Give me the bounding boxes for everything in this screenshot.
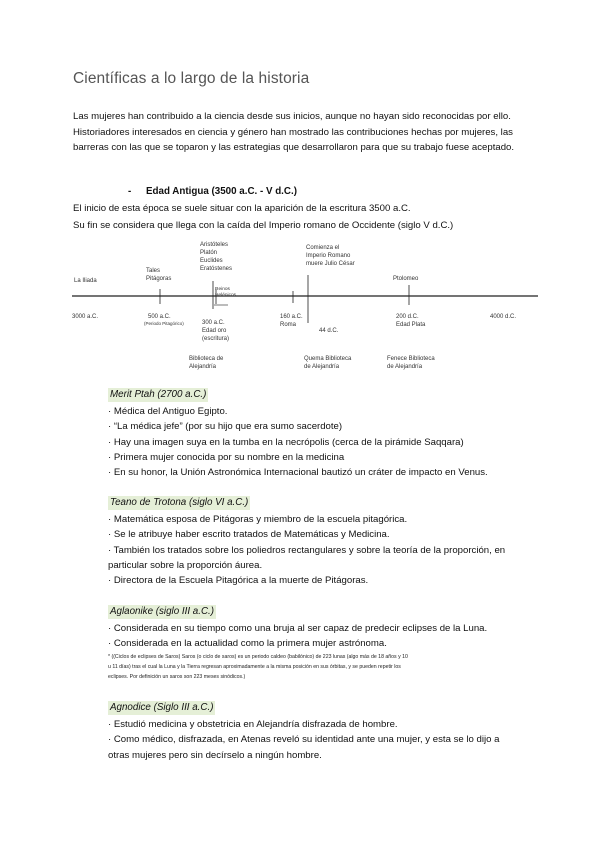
tl-reinos: Reinos Helénicos bbox=[215, 287, 237, 298]
bio-line: · Se le atribuye haber escrito tratados de Matemáticas y Medicina. bbox=[108, 529, 390, 541]
bio-name: Agnodice (Siglo III a.C.) bbox=[110, 702, 214, 713]
bio-line: · “La médica jefe” (por su hijo que era sumo sacerdote) bbox=[108, 421, 343, 433]
bio-line: · Estudió medicina y obstetricia en Alejandría disfrazada de hombre. bbox=[108, 719, 398, 730]
era-line-1: El inicio de esta época se suele situar con la aparición de la escritura 3500 a.C. bbox=[73, 203, 411, 214]
bio-teano bbox=[108, 492, 548, 588]
bio-line: · Considerada en la actualidad como la primera mujer astrónoma. bbox=[108, 638, 387, 650]
bio-footnote: * ((Ciclos de eclipses de Saros) Saros (o ciclo de saros) es un periodo caldeo (babilónico) de 223 lunas (algo más de 18 años y 10 bbox=[108, 653, 408, 660]
tl-tales: Tales Pitágoras bbox=[146, 268, 172, 282]
tl-200: 200 d.C. Edad Plata bbox=[396, 314, 426, 328]
tl-300: 300 a.C. Edad oro (escritura) bbox=[202, 320, 230, 342]
bio-line: otras mujeres pero sin decírselo a ningún hombre. bbox=[108, 749, 322, 761]
page-title: Científicas a lo largo de la historia bbox=[73, 70, 310, 87]
tl-44: 44 d.C. bbox=[319, 328, 339, 334]
tl-imperio: Comienza el Imperio Romano muere Julio César bbox=[306, 245, 355, 267]
tl-aristoteles: Aristóteles Platón Euclides Eratóstenes bbox=[200, 242, 233, 272]
bio-line: · Médica del Antiguo Egipto. bbox=[108, 406, 228, 417]
tl-fenece: Fenece Biblioteca de Alejandría bbox=[387, 356, 435, 370]
bio-line: · Considerada en su tiempo como una bruja al ser capaz de predecir eclipses de la Luna. bbox=[108, 623, 488, 634]
timeline-axis bbox=[60, 237, 540, 377]
era-line-2: Su fin se considera que llega con la caída del Imperio romano de Occidente (siglo V d.C.) bbox=[73, 220, 454, 231]
bio-footnote: eclipses. Por definición un saros son 223 meses sinódicos.) bbox=[108, 674, 246, 681]
bio-line: particular sobre la proporción áurea. bbox=[108, 559, 263, 571]
bio-agnodice bbox=[108, 697, 548, 763]
timeline bbox=[60, 237, 540, 377]
tl-biblioteca: Biblioteca de Alejandría bbox=[189, 356, 224, 370]
tl-iliada: La Iliada bbox=[74, 278, 97, 284]
bio-line: · En su honor, la Unión Astronómica Internacional bautizó un cráter de impacto en Venus. bbox=[108, 467, 488, 479]
era-bullet: - bbox=[128, 186, 132, 197]
bio-aglaonike bbox=[108, 601, 548, 682]
tl-quema: Quema Biblioteca de Alejandría bbox=[304, 356, 352, 370]
tl-3000: 3000 a.C. bbox=[72, 314, 99, 320]
tl-500-sub: (Periodo Pitagórico) bbox=[144, 321, 184, 326]
bio-name: Merit Ptah (2700 a.C.) bbox=[110, 389, 207, 400]
bio-merit-ptah bbox=[108, 384, 548, 480]
intro-paragraph: Las mujeres han contribuido a la ciencia desde sus inicios, aunque no hayan sido reconocidas por ello. Historiadores interesados en ciencia y género han mostrado las contribuciones hechas por mujeres, las barreras con las que se toparon y las estrategias que desarrollaron para que su trabajo fuese aceptado. bbox=[73, 111, 515, 154]
era-heading-text: Edad Antigua (3500 a.C. - V d.C.) bbox=[146, 186, 297, 197]
bio-name: Teano de Trotona (siglo VI a.C.) bbox=[110, 497, 249, 508]
bio-line: · Hay una imagen suya en la tumba en la necrópolis (cerca de la pirámide Saqqara) bbox=[108, 436, 464, 448]
tl-4000: 4000 d.C. bbox=[490, 314, 517, 320]
bio-footnote: u 11 días) tras el cual la Luna y la Tierra regresan aproximadamente a la misma posición en sus órbitas, y se pueden repetir los bbox=[108, 663, 401, 670]
bio-name: Aglaonike (siglo III a.C.) bbox=[110, 606, 215, 617]
bio-line: · También los tratados sobre los poliedros rectangulares y sobre la teoría de la proporción, en bbox=[108, 544, 506, 556]
bio-line: · Primera mujer conocida por su nombre en la medicina bbox=[108, 451, 345, 463]
bio-line: · Como médico, disfrazada, en Atenas reveló su identidad ante una mujer, y esta se lo dijo a bbox=[108, 734, 500, 746]
tl-160: 160 a.C. Roma bbox=[280, 314, 303, 328]
bio-line: · Matemática esposa de Pitágoras y miembro de la escuela pitagórica. bbox=[108, 514, 408, 525]
tl-500: 500 a.C. bbox=[148, 314, 171, 320]
era-heading bbox=[128, 186, 297, 197]
tl-ptolomeo: Ptolomeo bbox=[393, 276, 419, 282]
bio-line: · Directora de la Escuela Pitagórica a la muerte de Pitágoras. bbox=[108, 575, 369, 587]
